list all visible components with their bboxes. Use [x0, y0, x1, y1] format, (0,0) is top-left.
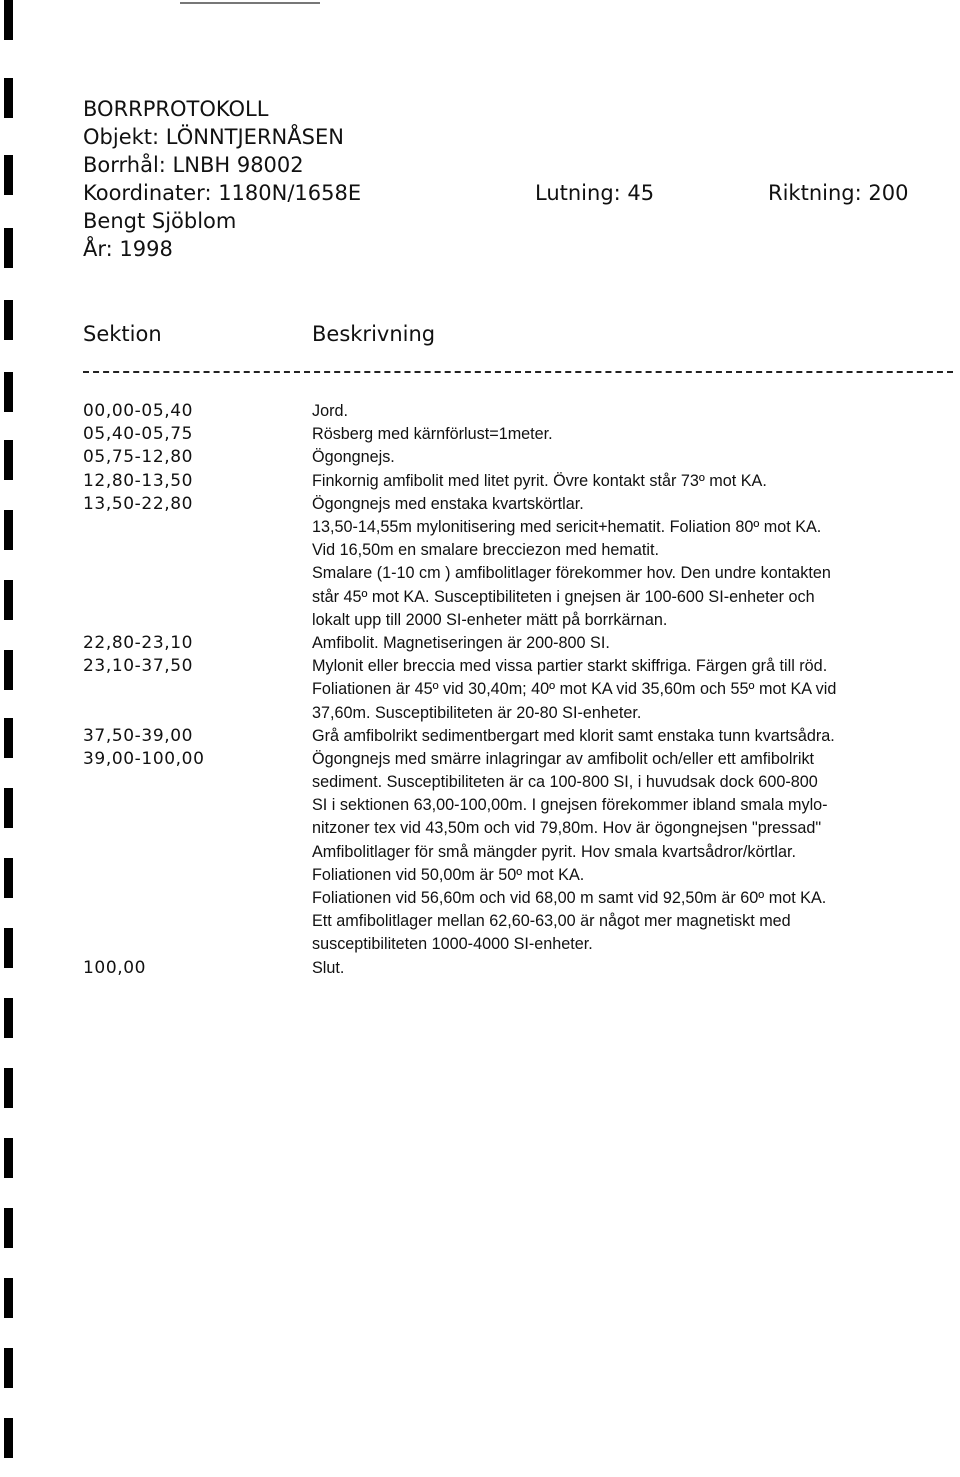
- table-row: [83, 493, 958, 632]
- section-description: [312, 493, 958, 632]
- table-row: [83, 957, 958, 980]
- section-description: [312, 446, 958, 469]
- description-line: Slut.: [312, 958, 345, 977]
- description-line: Amfibolit. Magnetiseringen är 200-800 SI.: [312, 633, 610, 652]
- coordinates: Koordinater: 1180N/1658E: [83, 181, 362, 205]
- inclination: Lutning: 45: [535, 181, 655, 205]
- binder-hole: [4, 228, 13, 268]
- section-description: [312, 725, 958, 748]
- table-row: [83, 423, 958, 446]
- binder-hole: [4, 580, 13, 620]
- section-column-header: Sektion: [83, 322, 162, 346]
- description-line: Ögongnejs med smärre inlagringar av amfibolit och/eller ett amfibolrikt: [312, 749, 815, 768]
- section-interval: 37,50-39,00: [83, 725, 194, 746]
- section-interval: 23,10-37,50: [83, 656, 194, 677]
- document-title: BORRPROTOKOLL: [83, 97, 269, 121]
- description-line: Mylonit eller breccia med vissa partier starkt skiffriga. Färgen grå till röd.: [312, 657, 828, 676]
- binder-hole: [4, 1418, 13, 1458]
- table-row: [83, 632, 958, 655]
- description-line: Foliationen vid 56,60m och vid 68,00 m samt vid 92,50m är 60º mot KA.: [312, 889, 827, 908]
- description-line: Foliationen är 45º vid 30,40m; 40º mot KA vid 35,60m och 55º mot KA vid: [312, 680, 837, 699]
- description-line: susceptibiliteten 1000-4000 SI-enheter.: [312, 935, 593, 954]
- borehole-id: Borrhål: LNBH 98002: [83, 153, 304, 177]
- description-line: Foliationen vid 50,00m är 50º mot KA.: [312, 865, 585, 884]
- description-line: Amfibolitlager för små mängder pyrit. Hov smala kvartsådror/körtlar.: [312, 842, 796, 861]
- table-row: [83, 655, 958, 725]
- table-row: [83, 725, 958, 748]
- section-description: [312, 470, 958, 493]
- section-description: [312, 632, 958, 655]
- section-interval: 13,50-22,80: [83, 493, 194, 514]
- section-description: [312, 423, 958, 446]
- binder-hole: [4, 788, 13, 828]
- binder-hole: [4, 372, 13, 412]
- table-row: [83, 400, 958, 423]
- direction: Riktning: 200: [768, 181, 909, 205]
- header-divider: [83, 371, 953, 373]
- binder-hole: [4, 858, 13, 898]
- description-line: Grå amfibolrikt sedimentbergart med klorit samt enstaka tunn kvartsådra.: [312, 726, 835, 745]
- binder-hole: [4, 928, 13, 968]
- author: Bengt Sjöblom: [83, 209, 237, 233]
- year: År: 1998: [83, 237, 173, 261]
- binder-hole: [4, 300, 13, 340]
- section-interval: 22,80-23,10: [83, 632, 194, 653]
- description-line: sediment. Susceptibiliteten är ca 100-800 SI, i huvudsak dock 600-800: [312, 773, 818, 792]
- section-description: [312, 957, 958, 980]
- description-line: 37,60m. Susceptibiliteten är 20-80 SI-enheter.: [312, 703, 642, 722]
- description-line: Smalare (1-10 cm ) amfibolitlager förekommer hov. Den undre kontakten: [312, 564, 831, 583]
- section-interval: 00,00-05,40: [83, 401, 194, 421]
- log-table: [83, 400, 958, 980]
- section-description: [312, 400, 958, 423]
- section-interval: 39,00-100,00: [83, 748, 205, 769]
- binder-hole: [4, 1278, 13, 1318]
- description-line: Finkornig amfibolit med litet pyrit. Övre kontakt står 73º mot KA.: [312, 471, 767, 490]
- binder-hole: [4, 1138, 13, 1178]
- description-line: Vid 16,50m en smalare brecciezon med hematit.: [312, 541, 660, 560]
- description-line: lokalt upp till 2000 SI-enheter mätt på borrkärnan.: [312, 610, 668, 629]
- object-name: Objekt: LÖNNTJERNÅSEN: [83, 125, 344, 149]
- description-line: Ögongnejs.: [312, 448, 395, 467]
- description-line: Rösberg med kärnförlust=1meter.: [312, 425, 553, 444]
- binder-hole: [4, 1208, 13, 1248]
- binder-hole: [4, 0, 13, 40]
- description-column-header: Beskrivning: [312, 322, 436, 346]
- section-interval: 05,75-12,80: [83, 447, 194, 468]
- section-interval: 100,00: [83, 957, 147, 978]
- table-row: [83, 446, 958, 469]
- description-line: Jord.: [312, 402, 348, 420]
- table-row: [83, 748, 958, 957]
- binder-hole: [4, 718, 13, 758]
- binder-hole: [4, 155, 13, 195]
- section-description: [312, 748, 958, 957]
- section-description: [312, 655, 958, 725]
- binder-holes: [4, 0, 18, 1477]
- binder-hole: [4, 440, 13, 480]
- binder-hole: [4, 1348, 13, 1388]
- binder-hole: [4, 510, 13, 550]
- section-interval: 05,40-05,75: [83, 424, 194, 445]
- coordinates-line: [83, 179, 923, 207]
- binder-hole: [4, 78, 13, 118]
- document-header: [83, 95, 923, 263]
- section-interval: 12,80-13,50: [83, 470, 194, 491]
- description-line: Ögongnejs med enstaka kvartskörtlar.: [312, 494, 584, 513]
- description-line: Ett amfibolitlager mellan 62,60-63,00 är något mer magnetiskt med: [312, 912, 791, 931]
- binder-hole: [4, 998, 13, 1038]
- binder-hole: [4, 650, 13, 690]
- description-line: nitzoner tex vid 43,50m och vid 79,80m. Hov är ögongnejsen "pressad": [312, 819, 822, 838]
- description-line: står 45º mot KA. Susceptibiliteten i gnejsen är 100-600 SI-enheter och: [312, 587, 815, 606]
- table-row: [83, 470, 958, 493]
- description-line: SI i sektionen 63,00-100,00m. I gnejsen förekommer ibland smala mylo-: [312, 796, 828, 815]
- scan-artifact-line: [180, 2, 320, 4]
- binder-hole: [4, 1068, 13, 1108]
- description-line: 13,50-14,55m mylonitisering med sericit+hematit. Foliation 80º mot KA.: [312, 518, 822, 536]
